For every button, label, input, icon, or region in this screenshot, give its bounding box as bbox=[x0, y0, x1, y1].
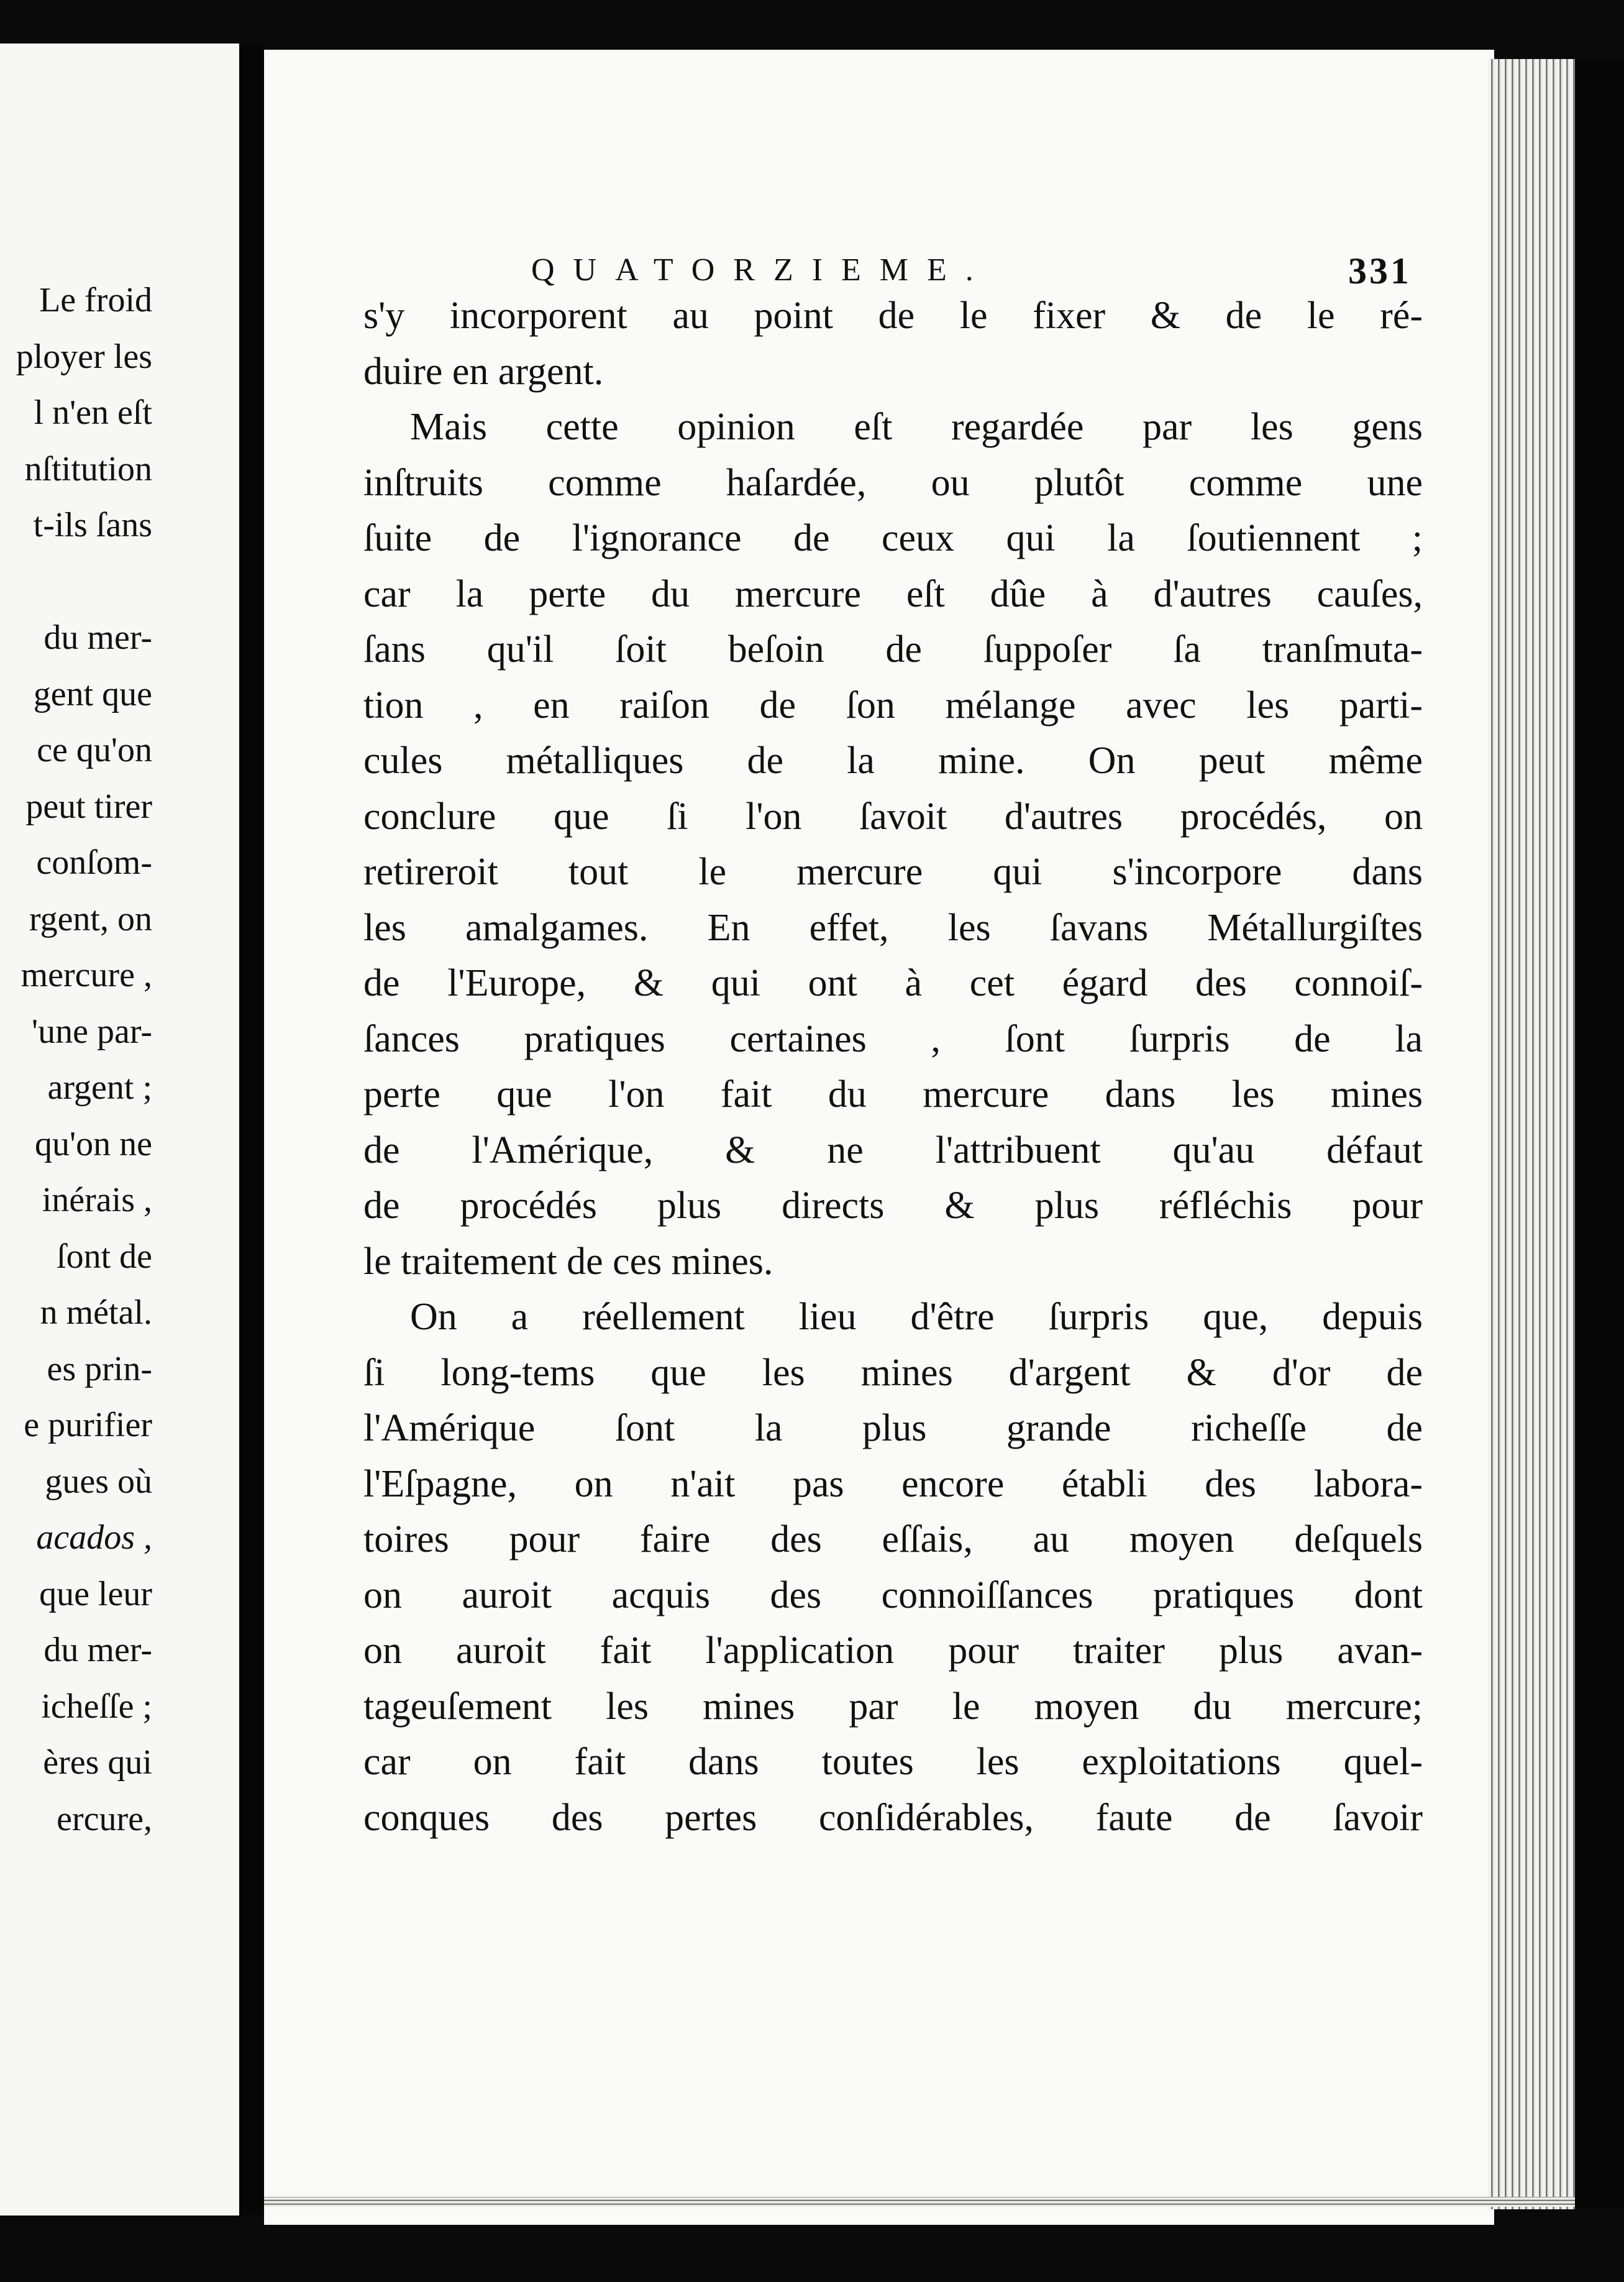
left-text-line: l n'en eſt bbox=[34, 393, 152, 432]
left-text-line: Le froid bbox=[39, 281, 152, 319]
left-text-line: ères qui bbox=[43, 1743, 152, 1782]
text-line: ſi long-tems que les mines d'argent & d'or de bbox=[363, 1351, 1423, 1394]
left-text-line: e purifier bbox=[24, 1406, 152, 1444]
right-page bbox=[264, 50, 1494, 2225]
text-line: conques des pertes conſidérables, faute de ſavoir bbox=[363, 1796, 1423, 1839]
left-text-line: es prin- bbox=[47, 1349, 152, 1388]
left-text-line: ercure, bbox=[57, 1799, 152, 1838]
text-line: perte que l'on fait du mercure dans les mines bbox=[363, 1073, 1423, 1116]
page-bottom-edge bbox=[264, 2197, 1575, 2207]
left-text-line: mercure , bbox=[21, 956, 152, 994]
left-text-line: argent ; bbox=[47, 1068, 152, 1107]
left-text-line: ſont de bbox=[57, 1237, 152, 1276]
left-text-line: gent que bbox=[33, 674, 152, 713]
text-line: toires pour faire des eſſais, au moyen deſquels bbox=[363, 1518, 1423, 1560]
book-gutter bbox=[239, 44, 264, 2216]
left-text-line: du mer- bbox=[43, 618, 152, 657]
text-line: tion , en raiſon de ſon mélange avec les parti- bbox=[363, 684, 1423, 726]
text-line: le traitement de ces mines. bbox=[363, 1240, 773, 1283]
left-text-line: nſtitution bbox=[24, 449, 152, 488]
left-page bbox=[0, 44, 240, 2216]
left-text-line: n métal. bbox=[40, 1293, 152, 1332]
text-line: on auroit fait l'application pour traiter plus avan- bbox=[363, 1629, 1423, 1672]
text-line: de procédés plus directs & plus réfléchis pour bbox=[363, 1185, 1423, 1227]
left-text-line: icheſſe ; bbox=[41, 1687, 152, 1726]
text-line: l'Amérique ſont la plus grande richeſſe de bbox=[363, 1407, 1423, 1449]
text-line: Mais cette opinion eſt regardée par les gens bbox=[410, 406, 1423, 448]
text-line: duire en argent. bbox=[363, 350, 604, 393]
text-line: inſtruits comme haſardée, ou plutôt comme une bbox=[363, 461, 1423, 504]
page-edges bbox=[1488, 59, 1575, 2209]
left-text-line: t-ils ſans bbox=[33, 506, 152, 544]
text-line: ſuite de l'ignorance de ceux qui la ſoutiennent ; bbox=[363, 517, 1423, 559]
scan-border bbox=[1575, 59, 1624, 2209]
text-line: les amalgames. En effet, les ſavans Métallurgiſtes bbox=[363, 906, 1423, 949]
text-line: on auroit acquis des connoiſſances pratiques dont bbox=[363, 1574, 1423, 1616]
text-line: de l'Europe, & qui ont à cet égard des connoiſ- bbox=[363, 962, 1423, 1004]
left-text-line: ployer les bbox=[16, 337, 152, 376]
text-line: car on fait dans toutes les exploitations quel- bbox=[363, 1741, 1423, 1783]
running-head: QUATORZIEME. bbox=[531, 252, 992, 288]
left-text-line: gues où bbox=[45, 1462, 152, 1501]
text-line: retireroit tout le mercure qui s'incorpore dans bbox=[363, 851, 1423, 893]
left-text-line: que leur bbox=[39, 1574, 152, 1613]
text-line: ſances pratiques certaines , ſont ſurpris de la bbox=[363, 1017, 1423, 1060]
left-text-line: 'une par- bbox=[32, 1012, 152, 1051]
left-text-line: du mer- bbox=[43, 1631, 152, 1669]
left-text-line: qu'on ne bbox=[35, 1124, 152, 1163]
text-line: On a réellement lieu d'être ſurpris que, depuis bbox=[410, 1296, 1423, 1338]
text-line: s'y incorporent au point de le fixer & de le ré- bbox=[363, 295, 1423, 337]
left-text-line: ce qu'on bbox=[37, 731, 152, 769]
text-line: l'Eſpagne, on n'ait pas encore établi des labora- bbox=[363, 1462, 1423, 1505]
left-text-line: rgent, on bbox=[29, 899, 152, 938]
text-line: de l'Amérique, & ne l'attribuent qu'au défaut bbox=[363, 1129, 1423, 1171]
left-text-line: inérais , bbox=[42, 1181, 152, 1219]
text-line: ſans qu'il ſoit beſoin de ſuppoſer ſa tranſmuta- bbox=[363, 628, 1423, 671]
text-line: conclure que ſi l'on ſavoit d'autres procédés, on bbox=[363, 795, 1423, 838]
text-line: tageuſement les mines par le moyen du mercure; bbox=[363, 1685, 1423, 1728]
page-number: 331 bbox=[1348, 250, 1412, 291]
text-line: car la perte du mercure eſt dûe à d'autres cauſes, bbox=[363, 572, 1423, 615]
left-text-line: conſom- bbox=[36, 843, 152, 882]
text-line: cules métalliques de la mine. On peut même bbox=[363, 740, 1423, 782]
left-text-line: peut tirer bbox=[25, 787, 152, 826]
left-text-line: acados , bbox=[36, 1518, 152, 1557]
